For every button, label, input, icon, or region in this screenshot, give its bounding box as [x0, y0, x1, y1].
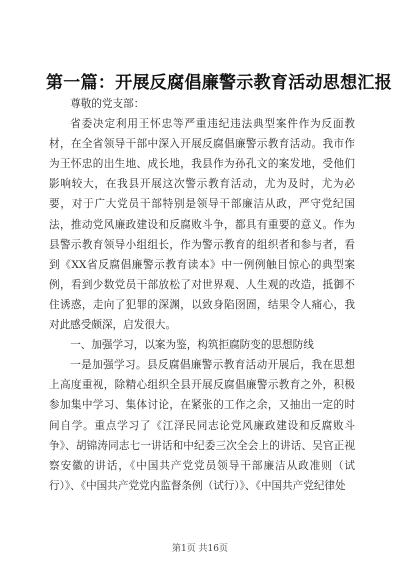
document-body: [49, 94, 355, 496]
paragraph: 一是加强学习。县反腐倡廉警示教育活动开展后，我在思想上高度重视，除精心组织全县开展反腐倡廉警示教育之外，积极参加集中学习、集体讨论，在紧张的工作之余，又抽出一定的时间自学。重点学习了《江泽民同志论党风廉政建设和反腐败斗争》、胡锦涛同志七一讲话和中纪委三次全会上的讲话、吴官正视察安徽的讲话，《中国共产党党员领导干部廉洁从政准则（试行）》、《中国共产党党内监督条例（试行）》、《中国共产党纪律处: [49, 359, 355, 492]
page-footer: 第1页 共16页: [171, 544, 229, 554]
section-heading: 一、加强学习，以案为鉴，构筑拒腐防变的思想防线: [70, 339, 314, 352]
paragraph: 省委决定利用王怀忠等严重违纪违法典型案件作为反面教材，在全省领导干部中深入开展反腐倡廉警示教育活动。我市作为王怀忠的出生地、成长地，我县作为孙孔文的案发地，受他们影响较大，在我县开展这次警示教育活动，尤为及时，尤为必要，对于广大党员干部特别是领导干部廉洁从政，严守党纪国法，推动党风廉政建设和反腐败斗争，都具有重要的意义。作为县警示教育领导小组组长，作为警示教育的组织者和参与者，看到《XX省反腐倡廉警示教育读本》中一例例触目惊心的典型案例，看到少数党员干部放松了对世界观、人生观的改造，抵御不住诱惑，走向了犯罪的深渊，以致身陷囹圄，结果令人痛心，我对此感受颇深，启发很大。: [49, 118, 355, 332]
document-title: 第一篇：开展反腐倡廉警示教育活动思想汇报: [46, 73, 392, 93]
salutation: 尊敬的党支部：: [70, 98, 145, 110]
